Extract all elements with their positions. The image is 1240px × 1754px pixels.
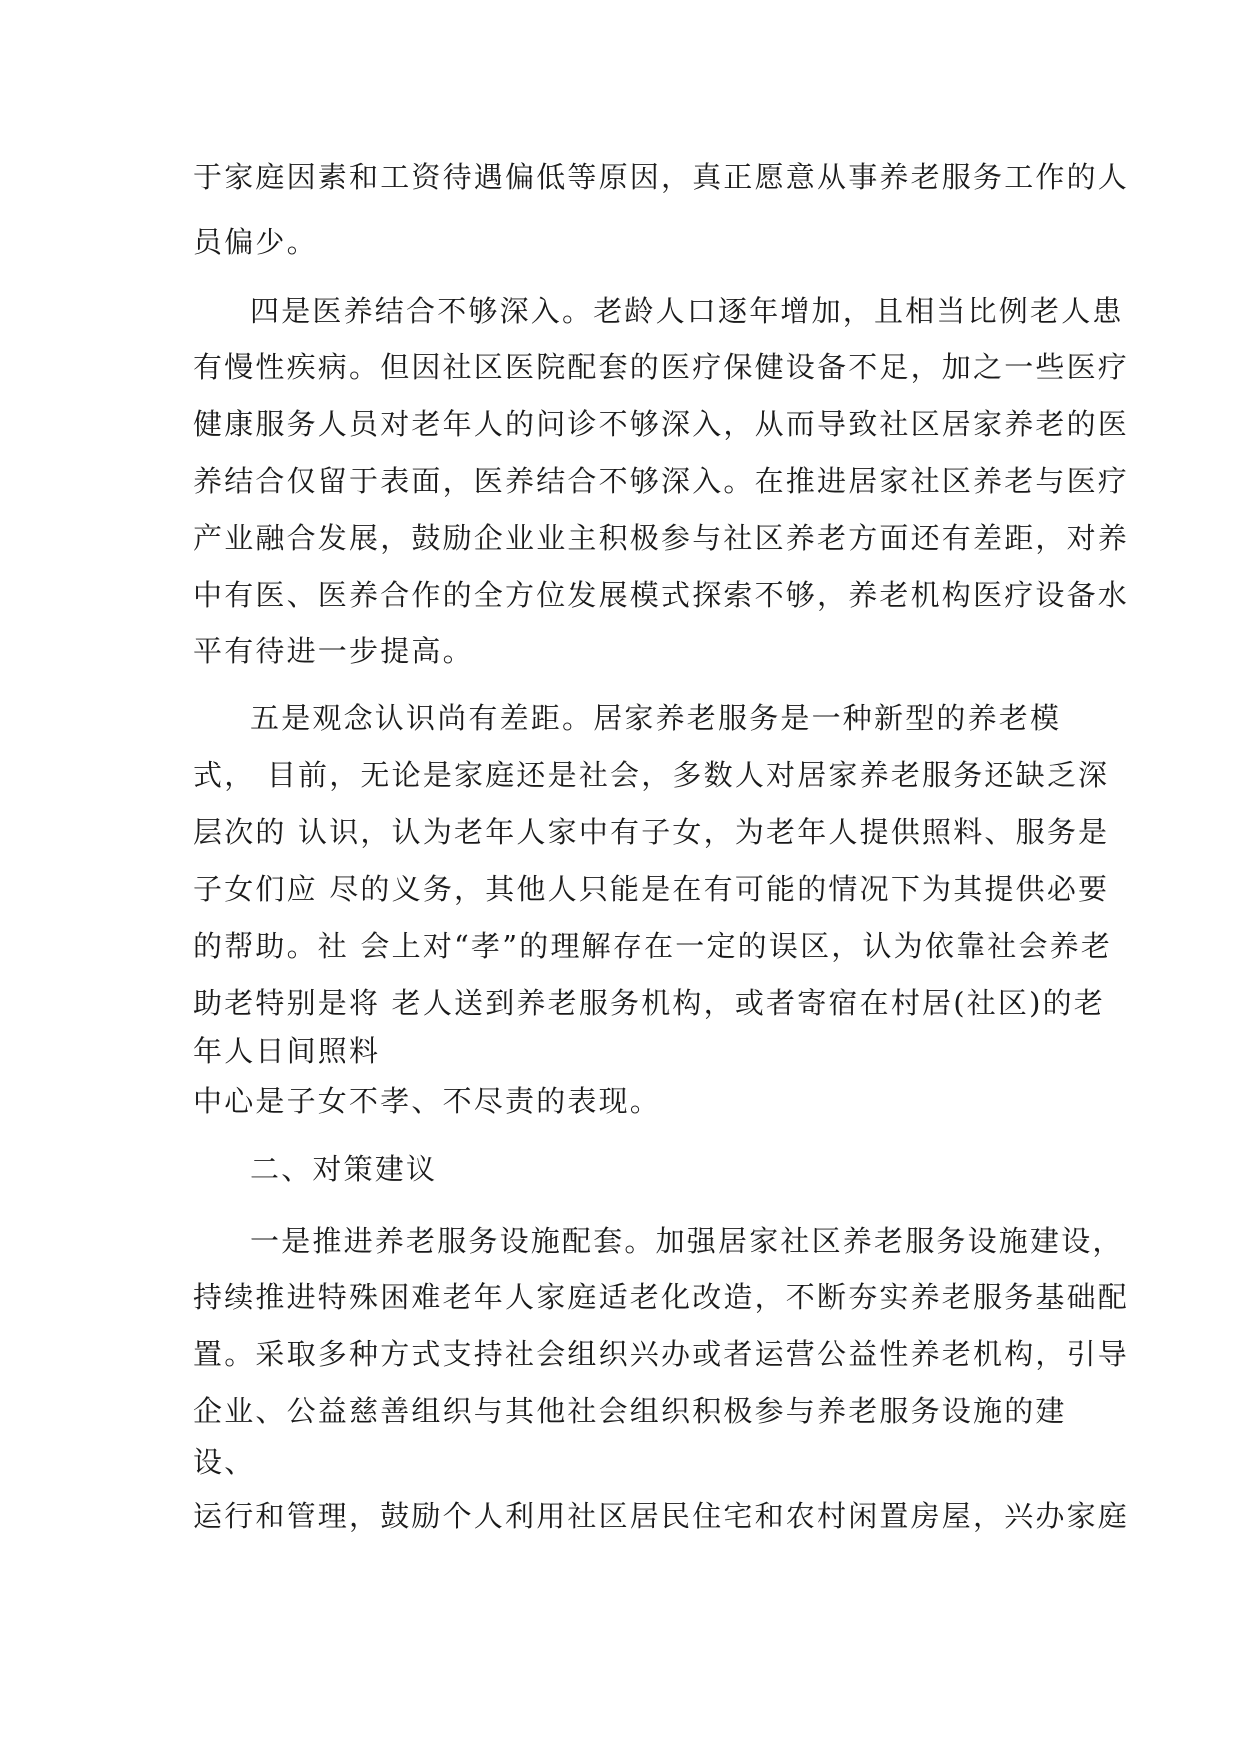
body-text-line: 式， 目前，无论是家庭还是社会，多数人对居家养老服务还缺乏深: [193, 758, 1110, 792]
body-text-line: 层次的 认识，认为老年人家中有子女，为老年人提供照料、服务是: [193, 815, 1110, 849]
body-text-line: 年人日间照料: [193, 1034, 381, 1068]
body-text-line: 员偏少。: [193, 225, 318, 259]
body-text-line: 的帮助。社 会上对“孝”的理解存在一定的误区，认为依靠社会养老: [193, 929, 1113, 963]
body-text-line: 设、: [193, 1445, 256, 1479]
section-heading: 二、对策建议: [250, 1152, 438, 1186]
body-text-line: 中有医、医养合作的全方位发展模式探索不够，养老机构医疗设备水: [193, 578, 1130, 612]
body-text-line: 有慢性疾病。但因社区医院配套的医疗保健设备不足，加之一些医疗: [193, 350, 1130, 384]
body-text-line: 养结合仅留于表面，医养结合不够深入。在推进居家社区养老与医疗: [193, 464, 1130, 498]
paragraph-start: 一是推进养老服务设施配套。加强居家社区养老服务设施建设，: [250, 1224, 1124, 1258]
body-text-line: 企业、公益慈善组织与其他社会组织积极参与养老服务设施的建: [193, 1394, 1067, 1428]
body-text-line: 置。采取多种方式支持社会组织兴办或者运营公益性养老机构，引导: [193, 1337, 1130, 1371]
body-text-line: 中心是子女不孝、不尽责的表现。: [193, 1084, 662, 1118]
body-text-line: 持续推进特殊困难老年人家庭适老化改造，不断夯实养老服务基础配: [193, 1280, 1130, 1314]
body-text-line: 产业融合发展，鼓励企业业主积极参与社区养老方面还有差距，对养: [193, 521, 1130, 555]
body-text-line: 助老特别是将 老人送到养老服务机构，或者寄宿在村居(社区)的老: [193, 986, 1106, 1020]
paragraph-5-start: 五是观念认识尚有差距。居家养老服务是一种新型的养老模: [250, 701, 1062, 735]
body-text-line: 运行和管理，鼓励个人利用社区居民住宅和农村闲置房屋，兴办家庭: [193, 1499, 1130, 1533]
paragraph-4-start: 四是医养结合不够深入。老龄人口逐年增加，且相当比例老人患: [250, 294, 1124, 328]
body-text-line: 于家庭因素和工资待遇偏低等原因，真正愿意从事养老服务工作的人: [193, 160, 1130, 194]
body-text-line: 子女们应 尽的义务，其他人只能是在有可能的情况下为其提供必要: [193, 872, 1110, 906]
body-text-line: 健康服务人员对老年人的问诊不够深入，从而导致社区居家养老的医: [193, 407, 1130, 441]
body-text-line: 平有待进一步提高。: [193, 634, 474, 668]
